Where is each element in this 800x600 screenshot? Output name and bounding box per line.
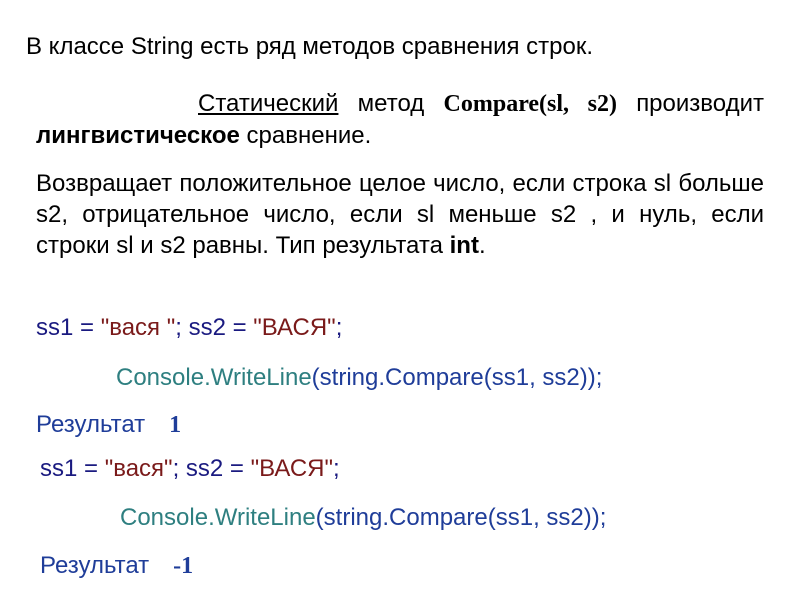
code-dot: . <box>208 504 215 531</box>
code-class: Console <box>120 504 209 531</box>
paragraph-line <box>36 230 764 261</box>
code-class: Console <box>116 364 205 391</box>
return-type-text: строки sl и s2 равны. Тип результата <box>36 232 450 259</box>
paragraph-line: Возвращает положительное целое число, если строка sl больше <box>36 170 764 197</box>
code-dot: . <box>204 364 211 391</box>
code-var: ss1 = <box>36 314 101 341</box>
word-comparison: сравнение. <box>246 122 372 149</box>
result-value: -1 <box>173 553 194 579</box>
code-method: WriteLine <box>210 364 312 391</box>
word-linguistic: лингвистическое <box>36 122 240 149</box>
code-string: "ВАСЯ" <box>250 455 334 482</box>
code-call-2 <box>120 504 606 532</box>
code-string: "вася " <box>100 314 176 341</box>
code-call-1 <box>116 364 602 392</box>
result-value: 1 <box>169 412 182 438</box>
code-method: WriteLine <box>214 504 316 531</box>
code-semicolon: ; <box>333 455 340 482</box>
code-string: "ВАСЯ" <box>253 314 336 341</box>
code-args: (string.Compare(ss1, ss2)); <box>315 504 607 531</box>
return-type-int: int <box>449 232 479 259</box>
return-type-period: . <box>478 232 486 259</box>
paragraph-line: s2, отрицательное число, если sl меньше s2 , и нуль, если <box>36 201 764 228</box>
code-assignment-1 <box>36 314 342 342</box>
word-static: Статический <box>198 90 339 117</box>
code-string: "вася" <box>104 455 173 482</box>
code-args: (string.Compare(ss1, ss2)); <box>311 364 603 391</box>
word-method: метод <box>357 90 425 117</box>
slide-heading: В классе String есть ряд методов сравнения строк. <box>26 33 594 60</box>
code-var: ; ss2 = <box>175 314 254 341</box>
paragraph-line <box>36 88 764 120</box>
word-produces: производит <box>636 90 764 117</box>
result-label: Результат <box>40 552 150 579</box>
code-var: ss1 = <box>40 455 105 482</box>
code-var: ; ss2 = <box>172 455 251 482</box>
paragraph-return-description <box>36 168 764 261</box>
result-label: Результат <box>36 411 146 438</box>
paragraph-line <box>36 122 371 149</box>
code-assignment-2 <box>40 455 340 483</box>
code-semicolon: ; <box>335 314 343 341</box>
paragraph-compare-description <box>36 88 764 152</box>
method-signature: Compare(sl, s2) <box>443 91 617 117</box>
result-1 <box>36 411 181 439</box>
result-2 <box>40 552 193 580</box>
